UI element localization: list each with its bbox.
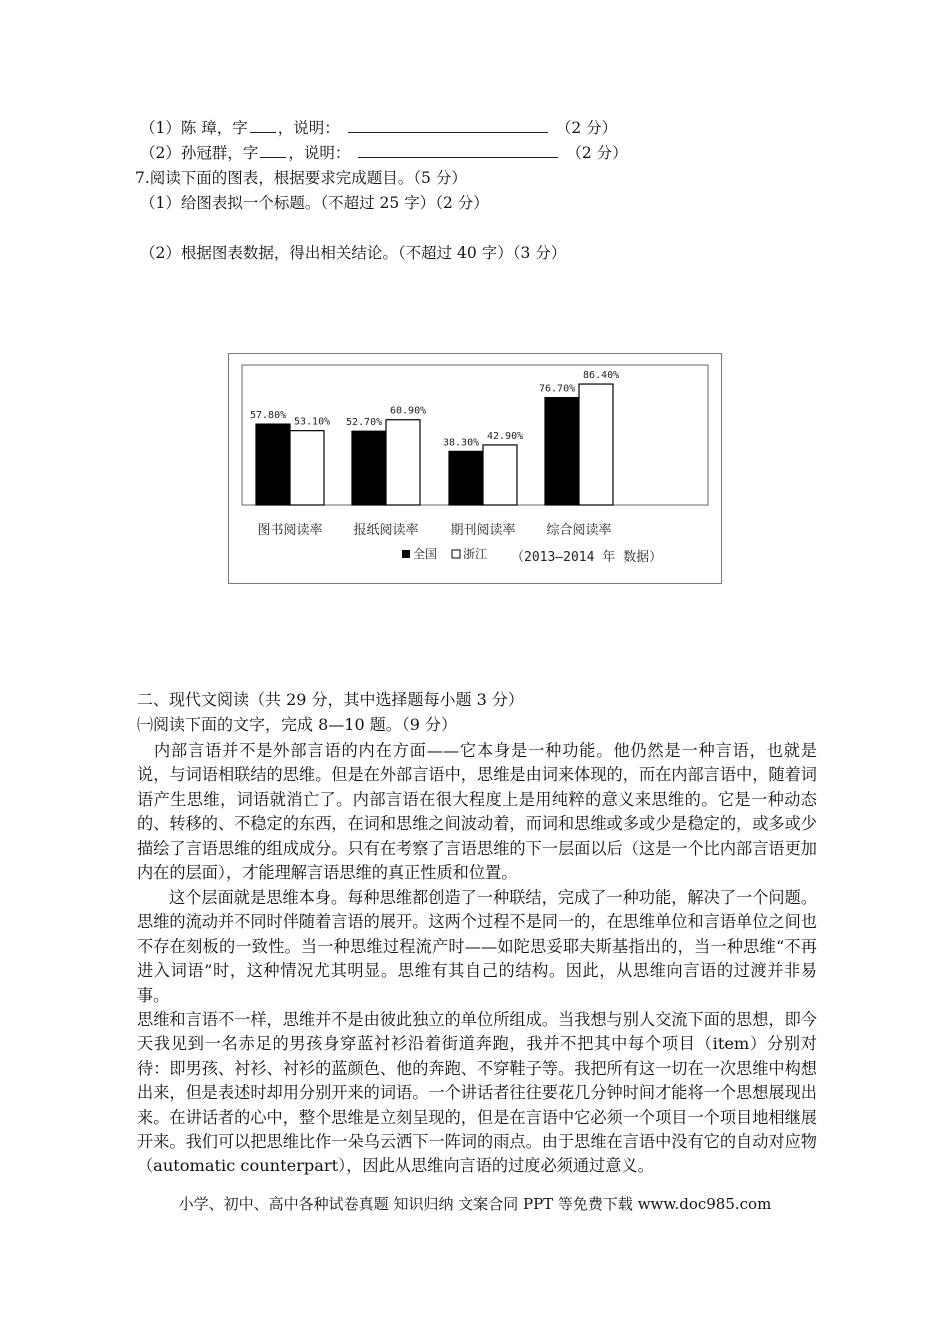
q6-item2-score: （2 分） bbox=[566, 144, 628, 162]
category-label: 图书阅读率 bbox=[257, 523, 323, 538]
section-heading: 二、现代文阅读（共 29 分，其中选择题每小题 3 分） bbox=[137, 690, 524, 709]
legend-swatch-national bbox=[402, 550, 410, 558]
q6-item1-prefix: （1）陈 璋，字 bbox=[140, 119, 248, 137]
answer-blank[interactable] bbox=[250, 118, 276, 133]
category-label: 报纸阅读率 bbox=[353, 523, 419, 538]
category-label: 期刊阅读率 bbox=[450, 523, 516, 538]
data-label: 52.70% bbox=[346, 417, 383, 429]
legend-swatch-zhejiang bbox=[452, 550, 460, 558]
chart-frame bbox=[228, 353, 722, 584]
bar-national bbox=[352, 431, 386, 505]
answer-line[interactable] bbox=[358, 143, 558, 158]
paragraph-2: 这个层面就是思维本身。每种思维都创造了一种联结，完成了一种功能，解决了一个问题。思维的流动并不同时伴随着言语的展开。这两个过程不是同一的，在思维单位和言语单位之间也不存在刻板的一致性。当一种思维过程流产时——如陀思妥耶夫斯基指出的，当一种思维“不再进入词语”时，这种情况尤其明显。思维有其自己的结构。因此，从思维向言语的过渡并非易事。 bbox=[137, 888, 817, 1005]
data-label: 53.10% bbox=[294, 416, 331, 428]
bar-national bbox=[256, 424, 290, 505]
data-label: 42.90% bbox=[487, 430, 524, 442]
data-label: 60.90% bbox=[390, 405, 427, 417]
q6-item1-score: （2 分） bbox=[555, 119, 618, 137]
data-label: 76.70% bbox=[539, 383, 576, 395]
answer-blank[interactable] bbox=[260, 143, 286, 158]
q6-item2 bbox=[140, 143, 628, 163]
bar-zhejiang bbox=[386, 420, 420, 505]
section-subheading: ㈠阅读下面的文字，完成 8—10 题。（9 分） bbox=[137, 715, 457, 734]
bar-zhejiang bbox=[579, 384, 613, 505]
bar-national bbox=[449, 451, 483, 505]
bar-national bbox=[545, 398, 579, 505]
chart-note: （2013—2014 年 数据） bbox=[511, 550, 663, 565]
q6-item1-mid: ，说明： bbox=[277, 119, 340, 137]
bar-zhejiang bbox=[290, 431, 324, 505]
legend-label-zhejiang: 浙江 bbox=[463, 547, 488, 561]
reading-rate-chart bbox=[229, 354, 721, 583]
answer-line[interactable] bbox=[348, 118, 548, 133]
data-label: 86.40% bbox=[583, 370, 620, 382]
data-label: 38.30% bbox=[443, 437, 480, 449]
footer-ad: 小学、初中、高中各种试卷真题 知识归纳 文案合同 PPT 等免费下载 www.doc985.com bbox=[178, 1195, 772, 1213]
legend-label-national: 全国 bbox=[413, 547, 438, 561]
q7-stem: 7.阅读下面的图表，根据要求完成题目。（5 分） bbox=[135, 169, 467, 187]
data-label: 57.80% bbox=[250, 410, 287, 422]
q7-sub2: （2）根据图表数据，得出相关结论。（不超过 40 字）（3 分） bbox=[140, 244, 567, 262]
q6-item1 bbox=[140, 118, 617, 138]
paragraph-3: 思维和言语不一样，思维并不是由彼此独立的单位所组成。当我想与别人交流下面的思想，即今天我见到一名赤足的男孩身穿蓝衬衫沿着街道奔跑，我并不把其中每个项目（item）分别对待：即男孩、衬衫、衬衫的蓝颜色、他的奔跑、不穿鞋子等。我把所有这一切在一次思维中构想出来，但是表述时却用分别开来的词语。一个讲话者往往要花几分钟时间才能将一个思想展现出来。在讲话者的心中，整个思维是立刻呈现的，但是在言语中它必须一个项目一个项目地相继展开来。我们可以把思维比作一朵乌云洒下一阵词的雨点。由于思维在言语中没有它的自动对应物（automatic counterpart），因此从思维向言语的过度必须通过意义。 bbox=[137, 1010, 817, 1176]
category-label: 综合阅读率 bbox=[546, 523, 612, 538]
q7-sub1: （1）给图表拟一个标题。（不超过 25 字）（2 分） bbox=[140, 194, 489, 212]
q6-item2-mid: ，说明： bbox=[288, 144, 351, 162]
paragraph-1: 内部言语并不是外部言语的内在方面——它本身是一种功能。他仍然是一种言语，也就是说，与词语相联结的思维。但是在外部言语中，思维是由词来体现的，而在内部言语中，随着词语产生思维，词语就消亡了。内部言语在很大程度上是用纯粹的意义来思维的。它是一种动态的、转移的、不稳定的东西，在词和思维之间波动着，而词和思维或多或少是稳定的，或多或少描绘了言语思维的组成成分。只有在考察了言语思维的下一层面以后（这是一个比内部言语更加内在的层面），才能理解言语思维的真正性质和位置。 bbox=[137, 741, 817, 883]
bar-zhejiang bbox=[483, 445, 517, 505]
q6-item2-prefix: （2）孙冠群，字 bbox=[140, 144, 259, 162]
